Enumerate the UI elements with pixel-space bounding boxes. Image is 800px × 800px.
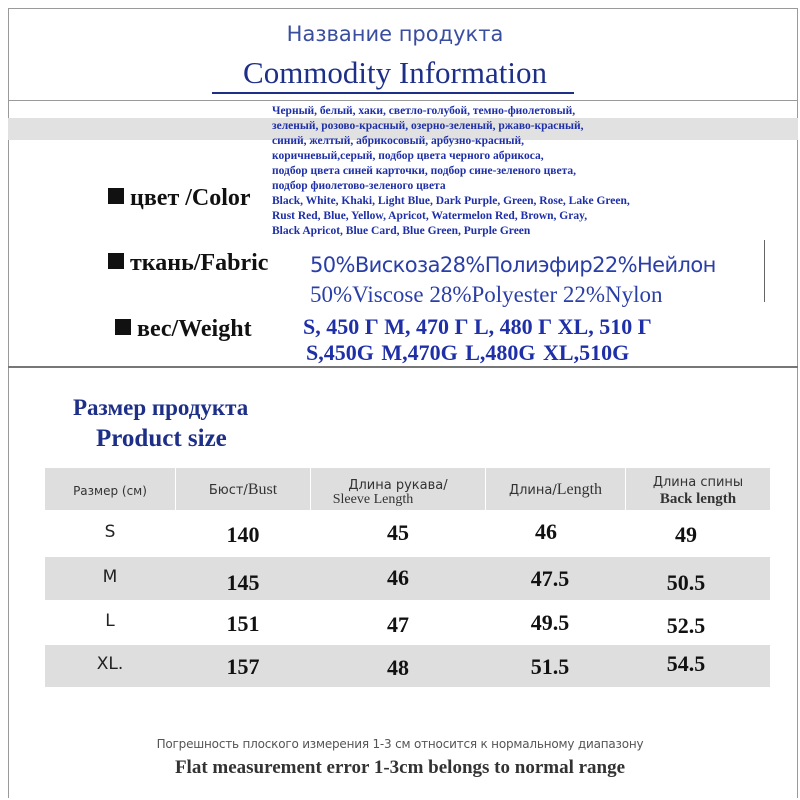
- weight-value-russian: S, 450 Г M, 470 Г L, 480 Г XL, 510 Г: [303, 314, 652, 339]
- bullet-square-icon: [108, 253, 124, 269]
- color-line: Black, White, Khaki, Light Blue, Dark Purple, Green, Rose, Lake Green,: [272, 195, 630, 207]
- title-russian: Название продукта: [286, 22, 504, 46]
- color-line: Черный, белый, хаки, светло-голубой, темно-фиолетовый,: [272, 105, 576, 117]
- color-line: коричневый,серый, подбор цвета черного абрикоса,: [272, 150, 544, 162]
- fabric-value-english: 50%Viscose 28%Polyester 22%Nylon: [310, 282, 663, 307]
- sleeve-cell: 45: [387, 520, 409, 545]
- color-line: Black Apricot, Blue Card, Blue Green, Purple Green: [272, 225, 531, 237]
- color-line: синий, желтый, абрикосовый, арбузно-красный,: [272, 135, 525, 147]
- color-line: Rust Red, Blue, Yellow, Apricot, Watermelon Red, Brown, Gray,: [272, 210, 588, 222]
- title-underline: [212, 92, 574, 94]
- back-length-cell: 50.5: [666, 570, 706, 595]
- bullet-square-icon: [108, 188, 124, 204]
- sleeve-cell: 47: [387, 612, 409, 637]
- bullet-square-icon: [115, 319, 131, 335]
- bust-cell: 151: [226, 611, 260, 636]
- weight-label: вес/Weight: [115, 316, 252, 343]
- length-cell: 47.5: [530, 566, 570, 591]
- back-length-cell: 54.5: [666, 651, 706, 676]
- length-cell: 49.5: [530, 610, 570, 635]
- size-cell: S: [104, 522, 116, 542]
- fabric-label: ткань/Fabric: [108, 250, 268, 277]
- header-divider: [8, 100, 798, 101]
- color-list: [272, 104, 772, 239]
- frame-top-line: [8, 8, 798, 9]
- color-line: зеленый, розово-красный, озерно-зеленый, ржаво-красный,: [272, 120, 584, 132]
- measurement-note-english: Flat measurement error 1-3cm belongs to normal range: [174, 757, 626, 778]
- length-cell: 46: [535, 519, 557, 544]
- size-title-russian: Размер продукта: [73, 395, 249, 420]
- sleeve-cell: 48: [387, 655, 409, 680]
- size-title-english: Product size: [96, 425, 227, 452]
- size-cell: M: [102, 567, 118, 587]
- color-line: подбор цвета синей карточки, подбор сине-зеленого цвета,: [272, 165, 577, 177]
- size-cell: XL.: [96, 654, 124, 674]
- back-length-cell: 49: [675, 522, 697, 547]
- weight-value-english: S,450G M,470G L,480G XL,510G: [306, 340, 630, 365]
- back-length-cell: 52.5: [666, 613, 706, 638]
- header-sleeve: Длина рукава/ Sleeve Length: [332, 478, 448, 507]
- header-length: Длина/Length: [508, 481, 603, 498]
- header-size: Размер (см): [73, 484, 147, 498]
- size-cell: L: [105, 611, 115, 631]
- bust-cell: 145: [226, 570, 260, 595]
- fabric-box-right: [764, 240, 765, 302]
- section-divider: [8, 366, 798, 368]
- length-cell: 51.5: [530, 654, 570, 679]
- bust-cell: 157: [226, 654, 260, 679]
- title-english: Commodity Information: [243, 55, 547, 90]
- measurement-note-russian: Погрешность плоского измерения 1-3 см относится к нормальному диапазону: [156, 737, 644, 751]
- color-label: цвет /Color: [108, 185, 251, 212]
- color-line: подбор фиолетово-зеленого цвета: [272, 180, 446, 192]
- fabric-value-russian: 50%Вискоза28%Полиэфир22%Нейлон: [310, 253, 716, 277]
- bust-cell: 140: [226, 522, 260, 547]
- header-back-length: Длина спины Back length: [652, 475, 744, 507]
- sleeve-cell: 46: [387, 565, 409, 590]
- header-bust: Бюст/Bust: [208, 481, 278, 498]
